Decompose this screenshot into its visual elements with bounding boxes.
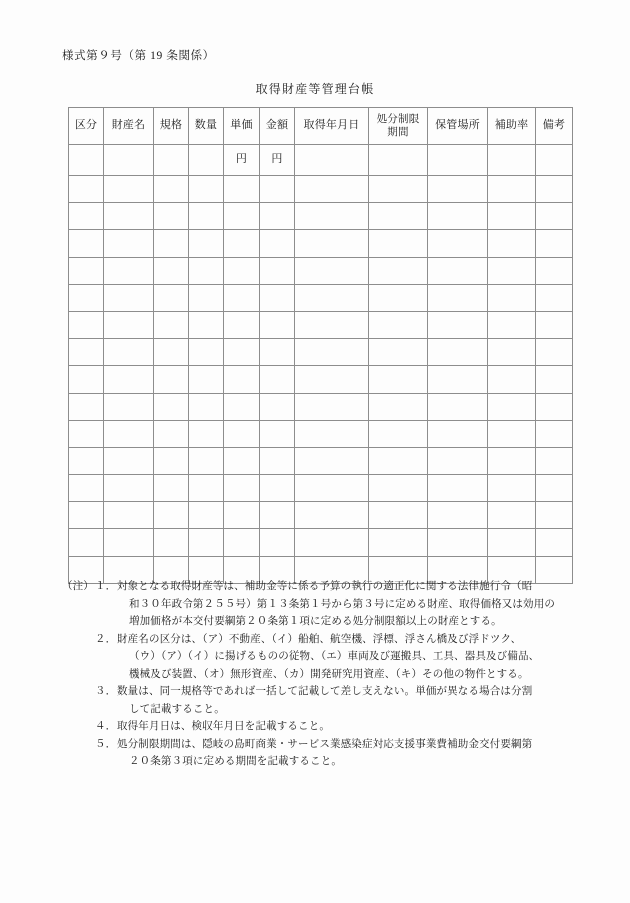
- cell-zaisan_mei[interactable]: [104, 284, 154, 311]
- note-line: して記載すること。: [129, 703, 225, 715]
- cell-kikaku[interactable]: [154, 529, 189, 556]
- cell-zaisan_mei[interactable]: [104, 230, 154, 257]
- cell-shutoku_nengappi[interactable]: [295, 311, 369, 338]
- cell-kingaku[interactable]: [260, 502, 295, 529]
- cell-bikou[interactable]: [536, 529, 573, 556]
- cell-hojo_ritsu[interactable]: [488, 203, 536, 230]
- acquired-property-ledger: [68, 107, 572, 584]
- cell-kubun[interactable]: [69, 230, 104, 257]
- cell-kikaku[interactable]: [154, 475, 189, 502]
- note-item: [62, 718, 582, 736]
- note-line: ２０条第３項に定める期間を記載すること。: [129, 756, 342, 767]
- cell-kingaku[interactable]: [260, 366, 295, 393]
- cell-shutoku-nengappi[interactable]: [295, 145, 369, 176]
- cell-hojo_ritsu[interactable]: [488, 339, 536, 366]
- table-row: [69, 311, 573, 338]
- cell-kubun[interactable]: [69, 339, 104, 366]
- table-header: [69, 108, 573, 145]
- table-row: [69, 339, 573, 366]
- cell-shobun_seigen_kikan[interactable]: [369, 176, 428, 203]
- cell-kikaku[interactable]: [154, 284, 189, 311]
- cell-kingaku[interactable]: [260, 257, 295, 284]
- cell-kubun[interactable]: [69, 475, 104, 502]
- cell-hokan_basho[interactable]: [428, 475, 488, 502]
- cell-hokan_basho[interactable]: [428, 284, 488, 311]
- note-item: [62, 578, 582, 631]
- cell-suryo[interactable]: [189, 420, 224, 447]
- note-line: 増加価格が本交付要綱第２０条第１項に定める処分制限額以上の財産とする。: [129, 616, 502, 627]
- note-text: [117, 683, 582, 718]
- cell-kubun[interactable]: [69, 176, 104, 203]
- cell-suryo[interactable]: [189, 393, 224, 420]
- cell-shutoku_nengappi[interactable]: [295, 447, 369, 474]
- cell-hojo_ritsu[interactable]: [488, 502, 536, 529]
- cell-shutoku_nengappi[interactable]: [295, 203, 369, 230]
- table-row: [69, 502, 573, 529]
- cell-zaisan_mei[interactable]: [104, 176, 154, 203]
- cell-tanka[interactable]: [224, 284, 260, 311]
- table-row: [69, 203, 573, 230]
- cell-hojo_ritsu[interactable]: [488, 284, 536, 311]
- unit-row: [69, 145, 573, 176]
- cell-bikou[interactable]: [536, 502, 573, 529]
- table-row: [69, 284, 573, 311]
- cell-kikaku[interactable]: [154, 230, 189, 257]
- cell-zaisan_mei[interactable]: [104, 447, 154, 474]
- cell-bikou[interactable]: [536, 230, 573, 257]
- cell-bikou[interactable]: [536, 366, 573, 393]
- cell-shobun_seigen_kikan[interactable]: [369, 502, 428, 529]
- cell-shutoku_nengappi[interactable]: [295, 393, 369, 420]
- cell-suryo[interactable]: [189, 257, 224, 284]
- cell-kingaku-unit[interactable]: 円: [260, 145, 295, 176]
- ledger-table: [68, 107, 573, 584]
- note-text: [117, 736, 582, 771]
- cell-suryo[interactable]: [189, 145, 224, 176]
- cell-kingaku[interactable]: [260, 284, 295, 311]
- column-header-tanka: 単価: [224, 108, 260, 145]
- cell-tanka[interactable]: [224, 176, 260, 203]
- column-header-kubun: 区分: [69, 108, 104, 145]
- cell-shobun_seigen_kikan[interactable]: [369, 366, 428, 393]
- cell-kingaku[interactable]: [260, 529, 295, 556]
- table-row: [69, 176, 573, 203]
- cell-kingaku[interactable]: [260, 339, 295, 366]
- cell-hokan_basho[interactable]: [428, 339, 488, 366]
- cell-tanka[interactable]: [224, 203, 260, 230]
- cell-tanka[interactable]: [224, 230, 260, 257]
- cell-hokan_basho[interactable]: [428, 420, 488, 447]
- note-line: 機械及び装置、（オ）無形資産、（カ）開発研究用資産、（キ）その他の物件とする。: [129, 668, 529, 680]
- cell-hokan_basho[interactable]: [428, 176, 488, 203]
- cell-kubun[interactable]: [69, 447, 104, 474]
- cell-hojo_ritsu[interactable]: [488, 393, 536, 420]
- cell-kikaku[interactable]: [154, 311, 189, 338]
- cell-hokan_basho[interactable]: [428, 257, 488, 284]
- column-header-kikaku: 規格: [154, 108, 189, 145]
- page-title: 取得財産等管理台帳: [255, 82, 375, 96]
- cell-kubun[interactable]: [69, 311, 104, 338]
- table-row: [69, 393, 573, 420]
- cell-kingaku[interactable]: [260, 176, 295, 203]
- cell-zaisan_mei[interactable]: [104, 393, 154, 420]
- cell-tanka[interactable]: [224, 339, 260, 366]
- cell-hojo_ritsu[interactable]: [488, 176, 536, 203]
- cell-kubun[interactable]: [69, 420, 104, 447]
- cell-shobun_seigen_kikan[interactable]: [369, 339, 428, 366]
- cell-zaisan_mei[interactable]: [104, 529, 154, 556]
- cell-zaisan_mei[interactable]: [104, 203, 154, 230]
- cell-zaisan_mei[interactable]: [104, 257, 154, 284]
- cell-kingaku[interactable]: [260, 203, 295, 230]
- column-header-suryo: 数量: [189, 108, 224, 145]
- table-body: [69, 145, 573, 584]
- table-row: [69, 420, 573, 447]
- note-line: 数量は、同一規格等であれば一括して記載して差し支えない。単価が異なる場合は分割: [117, 686, 533, 697]
- cell-kikaku[interactable]: [154, 366, 189, 393]
- cell-kikaku[interactable]: [154, 339, 189, 366]
- column-header-shobun-seigen-kikan: [369, 108, 428, 145]
- cell-suryo[interactable]: [189, 447, 224, 474]
- cell-bikou[interactable]: [536, 339, 573, 366]
- cell-shobun_seigen_kikan[interactable]: [369, 420, 428, 447]
- cell-kubun[interactable]: [69, 393, 104, 420]
- cell-kubun[interactable]: [69, 145, 104, 176]
- cell-kingaku[interactable]: [260, 475, 295, 502]
- cell-tanka-unit[interactable]: 円: [224, 145, 260, 176]
- note-line: 対象となる取得財産等は、補助金等に係る予算の執行の適正化に関する法律施行令（昭: [117, 581, 533, 592]
- cell-suryo[interactable]: [189, 230, 224, 257]
- note-line: 処分制限期間は、隠岐の島町商業・サービス業感染症対応支援事業費補助金交付要綱第: [117, 738, 533, 750]
- cell-kikaku[interactable]: [154, 257, 189, 284]
- column-header-bikou: 備考: [536, 108, 573, 145]
- cell-tanka[interactable]: [224, 475, 260, 502]
- cell-hojo_ritsu[interactable]: [488, 311, 536, 338]
- column-header-line2: 期間: [387, 127, 409, 138]
- note-item: [62, 631, 582, 684]
- note-item: [62, 736, 582, 771]
- cell-tanka[interactable]: [224, 502, 260, 529]
- cell-tanka[interactable]: [224, 366, 260, 393]
- cell-shutoku_nengappi[interactable]: [295, 284, 369, 311]
- cell-kikaku[interactable]: [154, 145, 189, 176]
- cell-zaisan_mei[interactable]: [104, 366, 154, 393]
- cell-shobun_seigen_kikan[interactable]: [369, 230, 428, 257]
- cell-shobun_seigen_kikan[interactable]: [369, 475, 428, 502]
- note-text: [117, 631, 582, 684]
- cell-kingaku[interactable]: [260, 393, 295, 420]
- cell-hokan_basho[interactable]: [428, 502, 488, 529]
- cell-hojo_ritsu[interactable]: [488, 366, 536, 393]
- column-header-hojo-ritsu: 補助率: [488, 108, 536, 145]
- cell-suryo[interactable]: [189, 284, 224, 311]
- cell-hojo_ritsu[interactable]: [488, 257, 536, 284]
- cell-shobun_seigen_kikan[interactable]: [369, 284, 428, 311]
- cell-kikaku[interactable]: [154, 420, 189, 447]
- cell-shutoku_nengappi[interactable]: [295, 257, 369, 284]
- cell-hokan_basho[interactable]: [428, 311, 488, 338]
- note-number: ２．: [95, 633, 117, 645]
- form-number: 様式第９号（第 19 条関係）: [62, 50, 215, 62]
- cell-hokan_basho[interactable]: [428, 366, 488, 393]
- cell-shobun_seigen_kikan[interactable]: [369, 257, 428, 284]
- cell-shobun-seigen-kikan[interactable]: [369, 145, 428, 176]
- cell-zaisan-mei[interactable]: [104, 145, 154, 176]
- cell-zaisan_mei[interactable]: [104, 339, 154, 366]
- cell-kubun[interactable]: [69, 257, 104, 284]
- cell-shobun_seigen_kikan[interactable]: [369, 203, 428, 230]
- cell-zaisan_mei[interactable]: [104, 502, 154, 529]
- cell-hokan-basho[interactable]: [428, 145, 488, 176]
- note-text: [117, 718, 582, 736]
- cell-kikaku[interactable]: [154, 176, 189, 203]
- note-line: 財産名の区分は、（ア）不動産、（イ）船舶、航空機、浮標、浮さん橋及び浮ドツク、: [117, 633, 522, 645]
- cell-bikou[interactable]: [536, 311, 573, 338]
- cell-bikou[interactable]: [536, 420, 573, 447]
- column-header-line1: 処分制限: [376, 113, 420, 125]
- table-row: [69, 447, 573, 474]
- cell-kikaku[interactable]: [154, 447, 189, 474]
- cell-shobun_seigen_kikan[interactable]: [369, 529, 428, 556]
- cell-kubun[interactable]: [69, 284, 104, 311]
- cell-hojo-ritsu[interactable]: [488, 145, 536, 176]
- cell-suryo[interactable]: [189, 176, 224, 203]
- cell-shutoku_nengappi[interactable]: [295, 339, 369, 366]
- cell-hojo_ritsu[interactable]: [488, 230, 536, 257]
- cell-bikou[interactable]: [536, 145, 573, 176]
- cell-tanka[interactable]: [224, 420, 260, 447]
- cell-kubun[interactable]: [69, 203, 104, 230]
- cell-suryo[interactable]: [189, 366, 224, 393]
- cell-suryo[interactable]: [189, 475, 224, 502]
- cell-tanka[interactable]: [224, 311, 260, 338]
- cell-shutoku_nengappi[interactable]: [295, 529, 369, 556]
- cell-zaisan_mei[interactable]: [104, 475, 154, 502]
- cell-bikou[interactable]: [536, 393, 573, 420]
- table-row: [69, 257, 573, 284]
- header-row: [69, 108, 573, 145]
- cell-hokan_basho[interactable]: [428, 529, 488, 556]
- note-text: [117, 578, 582, 631]
- notes-section: [62, 578, 582, 771]
- cell-kikaku[interactable]: [154, 203, 189, 230]
- cell-kingaku[interactable]: [260, 311, 295, 338]
- cell-kikaku[interactable]: [154, 393, 189, 420]
- cell-hojo_ritsu[interactable]: [488, 529, 536, 556]
- cell-suryo[interactable]: [189, 339, 224, 366]
- cell-shutoku_nengappi[interactable]: [295, 475, 369, 502]
- note-line: （ウ）（ア）（イ）に揚げるものの従物、（エ）車両及び運搬具、工具、器具及び備品、: [129, 651, 540, 662]
- cell-bikou[interactable]: [536, 447, 573, 474]
- cell-hojo_ritsu[interactable]: [488, 475, 536, 502]
- note-number: ５．: [95, 738, 117, 750]
- cell-suryo[interactable]: [189, 203, 224, 230]
- cell-bikou[interactable]: [536, 475, 573, 502]
- cell-hokan_basho[interactable]: [428, 203, 488, 230]
- cell-kubun[interactable]: [69, 529, 104, 556]
- cell-bikou[interactable]: [536, 284, 573, 311]
- cell-shobun_seigen_kikan[interactable]: [369, 447, 428, 474]
- cell-kikaku[interactable]: [154, 502, 189, 529]
- column-header-zaisan-mei: 財産名: [104, 108, 154, 145]
- notes-label: （注）: [62, 581, 94, 592]
- cell-shutoku_nengappi[interactable]: [295, 366, 369, 393]
- cell-shutoku_nengappi[interactable]: [295, 176, 369, 203]
- cell-kingaku[interactable]: [260, 420, 295, 447]
- table-row: [69, 230, 573, 257]
- table-row: [69, 475, 573, 502]
- cell-shobun_seigen_kikan[interactable]: [369, 311, 428, 338]
- cell-kingaku[interactable]: [260, 230, 295, 257]
- cell-kubun[interactable]: [69, 366, 104, 393]
- note-number: １．: [95, 581, 117, 592]
- cell-tanka[interactable]: [224, 257, 260, 284]
- cell-shutoku_nengappi[interactable]: [295, 502, 369, 529]
- cell-shutoku_nengappi[interactable]: [295, 230, 369, 257]
- cell-suryo[interactable]: [189, 502, 224, 529]
- column-header-shutoku-nengappi: 取得年月日: [295, 108, 369, 145]
- cell-zaisan_mei[interactable]: [104, 311, 154, 338]
- cell-bikou[interactable]: [536, 203, 573, 230]
- cell-hojo_ritsu[interactable]: [488, 447, 536, 474]
- note-number: ４．: [95, 721, 117, 732]
- cell-bikou[interactable]: [536, 257, 573, 284]
- note-line: 和３０年政令第２５５号）第１３条第１号から第３号に定める財産、取得価格又は効用の: [129, 598, 555, 610]
- cell-tanka[interactable]: [224, 393, 260, 420]
- note-line: 取得年月日は、検収年月日を記載すること。: [117, 721, 330, 732]
- cell-hokan_basho[interactable]: [428, 447, 488, 474]
- cell-hokan_basho[interactable]: [428, 230, 488, 257]
- cell-shutoku_nengappi[interactable]: [295, 420, 369, 447]
- cell-tanka[interactable]: [224, 447, 260, 474]
- cell-kubun[interactable]: [69, 502, 104, 529]
- note-number: ３．: [95, 686, 117, 697]
- column-header-hokan-basho: 保管場所: [428, 108, 488, 145]
- cell-suryo[interactable]: [189, 529, 224, 556]
- table-row: [69, 529, 573, 556]
- cell-suryo[interactable]: [189, 311, 224, 338]
- cell-shobun_seigen_kikan[interactable]: [369, 393, 428, 420]
- table-row: [69, 366, 573, 393]
- cell-bikou[interactable]: [536, 176, 573, 203]
- cell-kingaku[interactable]: [260, 447, 295, 474]
- note-item: [62, 683, 582, 718]
- cell-tanka[interactable]: [224, 529, 260, 556]
- column-header-kingaku: 金額: [260, 108, 295, 145]
- cell-zaisan_mei[interactable]: [104, 420, 154, 447]
- cell-hokan_basho[interactable]: [428, 393, 488, 420]
- cell-hojo_ritsu[interactable]: [488, 420, 536, 447]
